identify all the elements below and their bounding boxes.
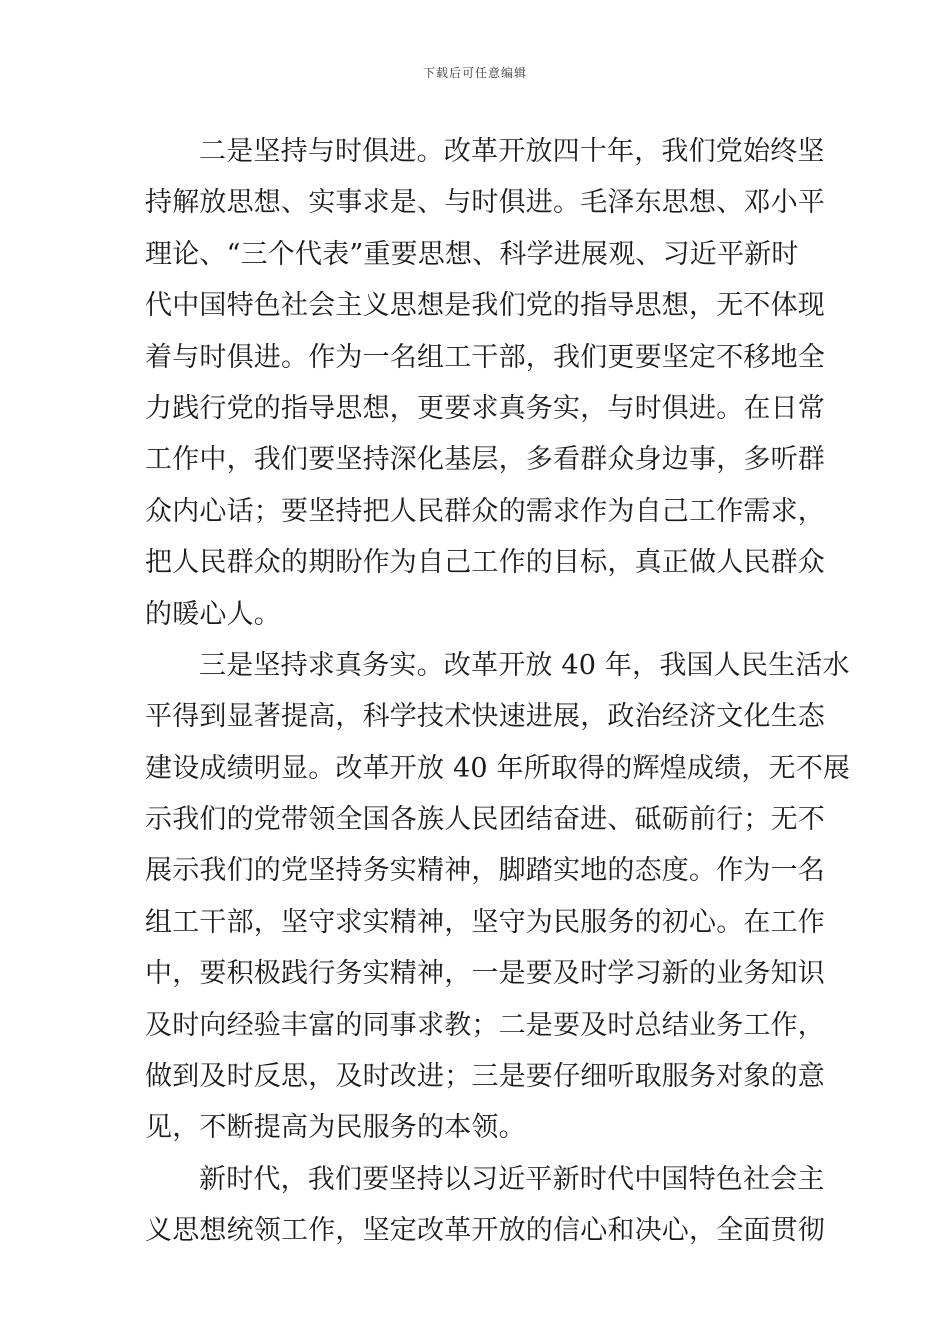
paragraph-seek-truth — [145, 640, 851, 1154]
text-line: 力践行党的指导思想，更要求真务实，与时俱进。在日常 — [145, 392, 825, 424]
paragraph-new-era — [145, 1154, 825, 1257]
text-line: 着与时俱进。作为一名组工干部，我们更要坚定不移地全 — [145, 341, 825, 373]
text-line: 的暖心人。 — [145, 598, 281, 630]
text-line: 组工干部，坚守求实精神，坚守为民服务的初心。在工作 — [145, 906, 825, 938]
text-line: 三是坚持求真务实。改革开放 40 年，我国人民生活水 — [199, 649, 850, 681]
text-line: 二是坚持与时俱进。改革开放四十年，我们党始终坚 — [199, 136, 825, 167]
text-line: 持解放思想、实事求是、与时俱进。毛泽东思想、邓小平 — [145, 187, 825, 219]
text-line: 平得到显著提高，科学技术快速进展，政治经济文化生态 — [145, 701, 825, 733]
text-line: 做到及时反思，及时改进；三是要仔细听取服务对象的意 — [145, 1061, 825, 1093]
text-line: 及时向经验丰富的同事求教；二是要及时总结业务工作， — [145, 1009, 825, 1041]
text-line: 展示我们的党坚持务实精神，脚踏实地的态度。作为一名 — [145, 855, 825, 887]
text-line: 建设成绩明显。改革开放 40 年所取得的辉煌成绩，无不展 — [145, 752, 851, 784]
header-note: 下载后可任意编辑 — [422, 66, 527, 80]
text-line: 代中国特色社会主义思想是我们党的指导思想，无不体现 — [145, 290, 825, 322]
text-line: 众内心话；要坚持把人民群众的需求作为自己工作需求， — [145, 495, 825, 527]
text-line: 新时代，我们要坚持以习近平新时代中国特色社会主 — [199, 1163, 825, 1195]
paragraph-adhere-with-times — [145, 126, 825, 640]
text-line: 中，要积极践行务实精神，一是要及时学习新的业务知识 — [145, 958, 825, 990]
text-line: 把人民群众的期盼作为自己工作的目标，真正做人民群众 — [145, 547, 825, 579]
text-line: 义思想统领工作，坚定改革开放的信心和决心，全面贯彻 — [145, 1215, 825, 1247]
text-line: 见，不断提高为民服务的本领。 — [145, 1112, 526, 1144]
text-line: 理论、“三个代表”重要思想、科学进展观、习近平新时 — [145, 238, 799, 270]
text-line: 工作中，我们要坚持深化基层，多看群众身边事，多听群 — [145, 444, 825, 476]
document-body — [145, 126, 851, 1257]
text-line: 示我们的党带领全国各族人民团结奋进、砥砺前行；无不 — [145, 804, 825, 836]
